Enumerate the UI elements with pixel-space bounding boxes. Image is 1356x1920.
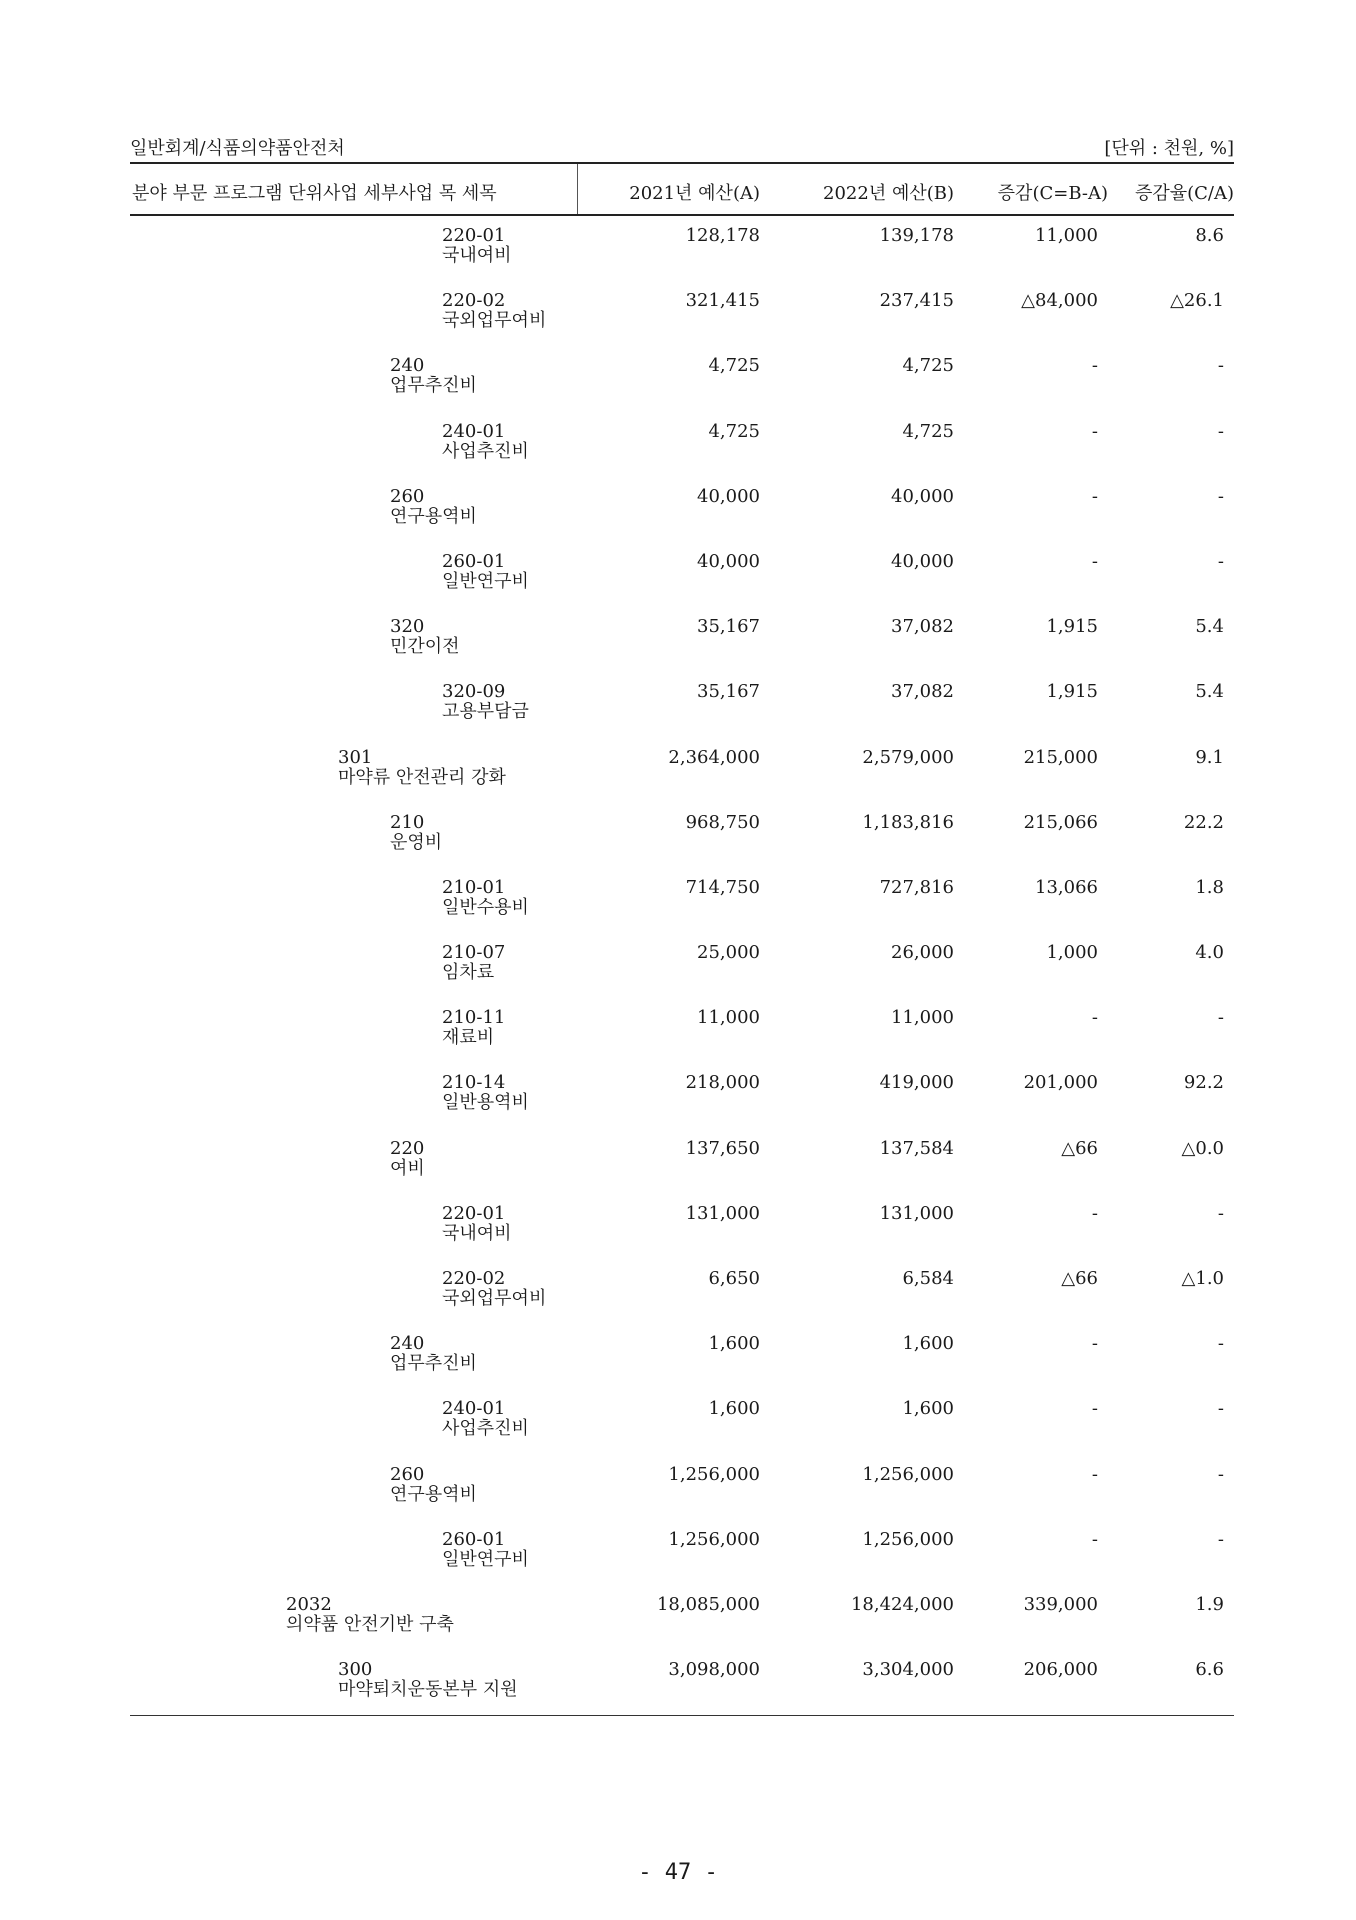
- cell-budget-2022: 37,082: [891, 616, 954, 638]
- row-code: 220-01: [442, 1202, 506, 1224]
- row-code: 220: [390, 1137, 425, 1159]
- cell-budget-2022: 419,000: [879, 1072, 954, 1094]
- cell-budget-2022: 237,415: [879, 290, 954, 312]
- cell-change-rate: -: [1217, 1398, 1224, 1420]
- cell-budget-2021: 35,167: [697, 616, 760, 638]
- cell-change-rate: 8.6: [1195, 225, 1224, 246]
- cell-change: -: [1091, 355, 1098, 377]
- table-row: [130, 542, 1234, 607]
- unit-label: [단위 : 천원, %]: [1104, 138, 1234, 159]
- row-name: 업무추진비: [390, 1353, 477, 1375]
- table-row: [130, 1650, 1234, 1715]
- cell-change-rate: -: [1217, 1528, 1224, 1550]
- table-row: [130, 1129, 1234, 1194]
- row-name: 임차료: [442, 962, 495, 984]
- cell-budget-2022: 6,584: [902, 1268, 954, 1289]
- header-divider: [577, 164, 578, 214]
- cell-change: -: [1091, 1007, 1098, 1029]
- row-code: 260: [390, 485, 425, 507]
- row-name: 민간이전: [390, 636, 460, 658]
- cell-budget-2021: 40,000: [697, 550, 760, 572]
- cell-budget-2021: 128,178: [685, 225, 760, 246]
- table-row: [130, 477, 1234, 542]
- table-row: [130, 672, 1234, 737]
- cell-change: 1,915: [1046, 681, 1098, 703]
- cell-change-rate: 6.6: [1195, 1659, 1224, 1681]
- account-title: 일반회계/식품의약품안전처: [130, 138, 345, 159]
- table-body: [130, 216, 1234, 1715]
- cell-change: -: [1091, 550, 1098, 572]
- cell-change-rate: -: [1217, 420, 1224, 442]
- row-code: 320: [390, 616, 425, 638]
- cell-budget-2022: 1,256,000: [862, 1463, 954, 1485]
- table-row: [130, 933, 1234, 998]
- cell-change: △84,000: [1021, 290, 1098, 312]
- cell-budget-2022: 3,304,000: [862, 1659, 954, 1681]
- table-row: [130, 1194, 1234, 1259]
- cell-budget-2021: 1,256,000: [668, 1463, 760, 1485]
- cell-change-rate: -: [1217, 355, 1224, 377]
- table-header: [130, 164, 1234, 214]
- page-number: - 47 -: [638, 1860, 718, 1885]
- cell-change-rate: 9.1: [1195, 746, 1224, 768]
- table-row: [130, 412, 1234, 477]
- row-name: 운영비: [390, 831, 443, 853]
- table-row: [130, 868, 1234, 933]
- cell-budget-2021: 25,000: [697, 942, 760, 964]
- row-code: 260-01: [442, 550, 506, 572]
- cell-budget-2022: 139,178: [879, 225, 954, 246]
- cell-change-rate: -: [1217, 485, 1224, 507]
- col-hierarchy: 분야 부문 프로그램 단위사업 세부사업 목 세목: [132, 183, 497, 204]
- cell-change-rate: △0.0: [1181, 1137, 1224, 1159]
- budget-table: [130, 162, 1234, 1716]
- row-name: 국외업무여비: [442, 1288, 547, 1309]
- cell-change-rate: 1.9: [1195, 1593, 1224, 1615]
- row-code: 210-07: [442, 942, 506, 964]
- row-name: 사업추진비: [442, 440, 529, 462]
- cell-change-rate: 5.4: [1195, 616, 1224, 638]
- table-row: [130, 281, 1234, 346]
- row-name: 국내여비: [442, 245, 512, 266]
- table-row: [130, 607, 1234, 672]
- row-code: 320-09: [442, 681, 506, 703]
- row-code: 210-11: [442, 1007, 506, 1029]
- cell-change: 215,000: [1023, 746, 1098, 768]
- cell-change: -: [1091, 1333, 1098, 1355]
- row-name: 여비: [390, 1157, 425, 1179]
- cell-budget-2021: 2,364,000: [668, 746, 760, 768]
- row-code: 260-01: [442, 1528, 506, 1550]
- table-row: [130, 1585, 1234, 1650]
- cell-change: △66: [1061, 1137, 1098, 1159]
- cell-change: 339,000: [1023, 1593, 1098, 1615]
- cell-change: -: [1091, 1202, 1098, 1224]
- row-name: 일반용역비: [442, 1092, 529, 1114]
- cell-change: 1,915: [1046, 616, 1098, 638]
- cell-budget-2021: 18,085,000: [656, 1593, 760, 1615]
- cell-budget-2021: 137,650: [685, 1137, 760, 1159]
- cell-change: -: [1091, 1528, 1098, 1550]
- cell-change: 215,066: [1023, 811, 1098, 833]
- row-name: 일반수용비: [442, 896, 529, 918]
- cell-budget-2021: 40,000: [697, 485, 760, 507]
- row-name: 의약품 안전기반 구축: [286, 1613, 454, 1635]
- cell-change-rate: △1.0: [1181, 1268, 1224, 1289]
- cell-budget-2021: 321,415: [685, 290, 760, 312]
- cell-budget-2021: 4,725: [708, 420, 760, 442]
- cell-change: -: [1091, 420, 1098, 442]
- cell-budget-2022: 40,000: [891, 485, 954, 507]
- row-name: 재료비: [442, 1027, 495, 1049]
- table-row: [130, 1520, 1234, 1585]
- table-row: [130, 803, 1234, 868]
- cell-budget-2021: 4,725: [708, 355, 760, 377]
- col-budget-2022: 2022년 예산(B): [823, 183, 954, 204]
- col-change-rate: 증감율(C/A): [1134, 183, 1234, 204]
- cell-change-rate: 1.8: [1195, 876, 1224, 898]
- row-code: 210-01: [442, 876, 506, 898]
- cell-budget-2021: 131,000: [685, 1202, 760, 1224]
- cell-budget-2021: 11,000: [697, 1007, 760, 1029]
- col-change: 증감(C=B-A): [997, 183, 1108, 204]
- table-row: [130, 1389, 1234, 1454]
- cell-budget-2022: 4,725: [902, 355, 954, 377]
- cell-budget-2021: 218,000: [685, 1072, 760, 1094]
- row-name: 사업추진비: [442, 1418, 529, 1440]
- cell-budget-2022: 2,579,000: [862, 746, 954, 768]
- col-budget-2021: 2021년 예산(A): [629, 183, 760, 204]
- cell-budget-2022: 1,256,000: [862, 1528, 954, 1550]
- cell-budget-2022: 727,816: [879, 876, 954, 898]
- cell-budget-2021: 6,650: [708, 1268, 760, 1289]
- row-code: 240-01: [442, 420, 506, 442]
- cell-change: -: [1091, 485, 1098, 507]
- cell-budget-2022: 26,000: [891, 942, 954, 964]
- cell-budget-2022: 131,000: [879, 1202, 954, 1224]
- cell-change-rate: 92.2: [1183, 1072, 1224, 1094]
- cell-budget-2022: 4,725: [902, 420, 954, 442]
- row-name: 마약퇴치운동본부 지원: [338, 1679, 518, 1701]
- table-row: [130, 216, 1234, 281]
- row-name: 국내여비: [442, 1222, 512, 1244]
- row-code: 240: [390, 355, 425, 377]
- row-name: 업무추진비: [390, 375, 477, 397]
- cell-change-rate: -: [1217, 1202, 1224, 1224]
- cell-change-rate: -: [1217, 550, 1224, 572]
- table-row: [130, 1455, 1234, 1520]
- table-bottom-rule: [130, 1715, 1234, 1716]
- cell-budget-2021: 714,750: [685, 876, 760, 898]
- table-row: [130, 1063, 1234, 1128]
- row-code: 300: [338, 1659, 373, 1681]
- cell-budget-2022: 1,600: [902, 1398, 954, 1420]
- page-header: [130, 130, 1234, 160]
- cell-budget-2022: 1,600: [902, 1333, 954, 1355]
- table-row: [130, 1324, 1234, 1389]
- cell-budget-2021: 35,167: [697, 681, 760, 703]
- row-name: 고용부담금: [442, 701, 529, 723]
- cell-change: -: [1091, 1398, 1098, 1420]
- row-code: 240-01: [442, 1398, 506, 1420]
- cell-change-rate: -: [1217, 1007, 1224, 1029]
- cell-budget-2021: 1,600: [708, 1398, 760, 1420]
- cell-change: 1,000: [1046, 942, 1098, 964]
- cell-change: △66: [1061, 1268, 1098, 1289]
- cell-change: 206,000: [1023, 1659, 1098, 1681]
- row-name: 일반연구비: [442, 570, 529, 592]
- row-code: 260: [390, 1463, 425, 1485]
- table-row: [130, 346, 1234, 411]
- table-row: [130, 1259, 1234, 1324]
- cell-budget-2022: 18,424,000: [850, 1593, 954, 1615]
- cell-change: 13,066: [1035, 876, 1098, 898]
- row-name: 연구용역비: [390, 1483, 477, 1505]
- cell-budget-2021: 3,098,000: [668, 1659, 760, 1681]
- row-code: 220-02: [442, 1268, 506, 1289]
- cell-change: 201,000: [1023, 1072, 1098, 1094]
- cell-budget-2022: 137,584: [879, 1137, 954, 1159]
- cell-budget-2022: 11,000: [891, 1007, 954, 1029]
- cell-change-rate: -: [1217, 1463, 1224, 1485]
- cell-change-rate: 22.2: [1183, 811, 1224, 833]
- row-code: 220-02: [442, 290, 506, 312]
- cell-budget-2022: 1,183,816: [862, 811, 954, 833]
- row-code: 2032: [286, 1593, 332, 1615]
- row-code: 210: [390, 811, 425, 833]
- table-row: [130, 998, 1234, 1063]
- cell-change-rate: -: [1217, 1333, 1224, 1355]
- row-code: 240: [390, 1333, 425, 1355]
- cell-change-rate: △26.1: [1170, 290, 1224, 312]
- cell-budget-2022: 40,000: [891, 550, 954, 572]
- cell-budget-2021: 1,256,000: [668, 1528, 760, 1550]
- row-code: 301: [338, 746, 373, 768]
- row-name: 국외업무여비: [442, 310, 547, 332]
- cell-budget-2022: 37,082: [891, 681, 954, 703]
- cell-change-rate: 4.0: [1195, 942, 1224, 964]
- cell-change: 11,000: [1035, 225, 1098, 246]
- row-name: 마약류 안전관리 강화: [338, 766, 506, 788]
- cell-budget-2021: 1,600: [708, 1333, 760, 1355]
- row-code: 220-01: [442, 225, 506, 246]
- cell-change-rate: 5.4: [1195, 681, 1224, 703]
- row-code: 210-14: [442, 1072, 506, 1094]
- cell-change: -: [1091, 1463, 1098, 1485]
- table-row: [130, 738, 1234, 803]
- cell-budget-2021: 968,750: [685, 811, 760, 833]
- row-name: 일반연구비: [442, 1548, 529, 1570]
- row-name: 연구용역비: [390, 505, 477, 527]
